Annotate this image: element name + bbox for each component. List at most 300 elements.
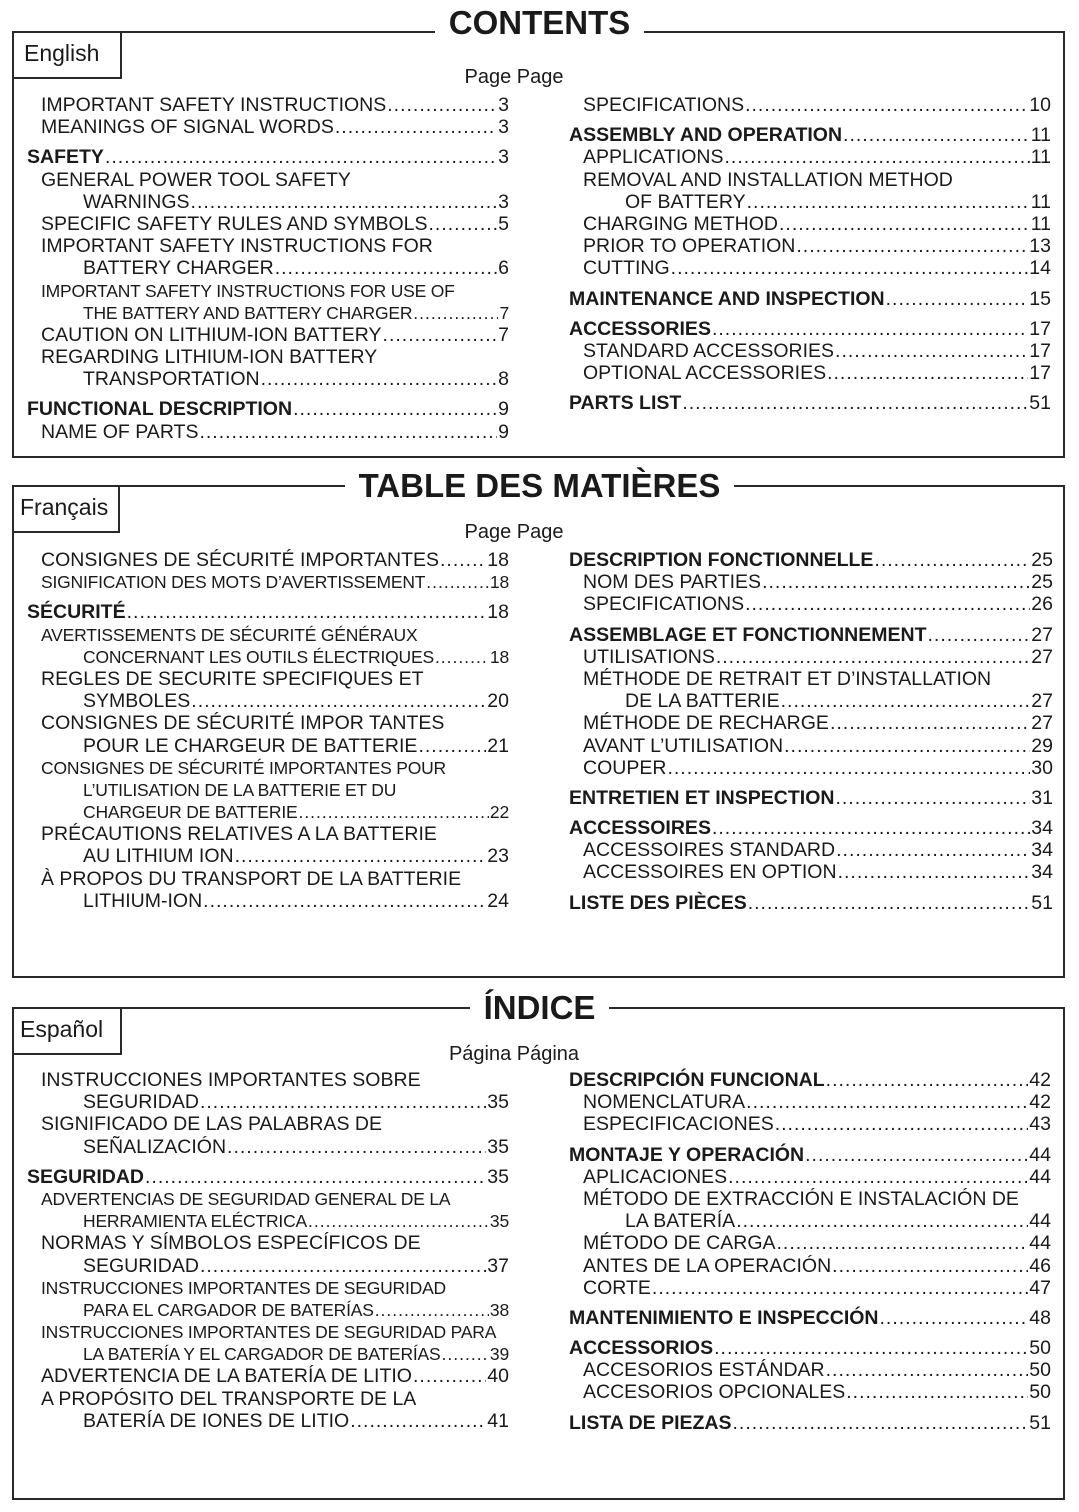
toc-entry-title: SEGURIDAD bbox=[27, 1165, 145, 1188]
toc-heading-entry bbox=[569, 1144, 1051, 1166]
toc-dot-leader bbox=[203, 890, 486, 912]
toc-page-number: 44 bbox=[1029, 1165, 1051, 1188]
toc-dot-leader bbox=[796, 235, 1028, 257]
toc-entry bbox=[27, 1069, 509, 1091]
toc-dot-leader bbox=[745, 593, 1030, 615]
toc-entry-title: APLICACIONES bbox=[583, 1165, 728, 1188]
toc-page-number: 7 bbox=[498, 323, 509, 346]
toc-dot-leader bbox=[728, 1166, 1028, 1188]
toc-page-number: 34 bbox=[1031, 861, 1053, 884]
toc-entry-title: SEÑALIZACIÓN bbox=[83, 1135, 227, 1158]
toc-entry-title: MÉTHODE DE RECHARGE bbox=[583, 712, 829, 735]
toc-entry-title: MANTENIMIENTO E INSPECCIÓN bbox=[569, 1306, 879, 1329]
toc-entry bbox=[27, 302, 509, 324]
toc-entry bbox=[27, 1136, 509, 1158]
toc-entry bbox=[27, 1188, 509, 1210]
toc-entry bbox=[27, 1277, 509, 1299]
toc-right-column-francais bbox=[569, 549, 1053, 914]
toc-dot-leader bbox=[746, 1091, 1028, 1113]
toc-entry-title: SPECIFICATIONS bbox=[583, 94, 745, 116]
toc-entry-title: PRÉCAUTIONS RELATIVES A LA BATTERIE bbox=[41, 823, 437, 846]
toc-entry-title: MEANINGS OF SIGNAL WORDS bbox=[41, 116, 334, 139]
toc-entry-title: SPECIFIC SAFETY RULES AND SYMBOLS bbox=[41, 212, 428, 235]
toc-page-number: 24 bbox=[487, 889, 509, 912]
toc-heading-entry bbox=[569, 624, 1053, 646]
toc-entry bbox=[569, 1381, 1051, 1403]
toc-dot-leader bbox=[335, 116, 497, 138]
toc-page-number: 3 bbox=[498, 146, 509, 169]
toc-entry-title: REGLES DE SECURITE SPECIFIQUES ET bbox=[41, 667, 424, 690]
toc-entry-title: NOMENCLATURA bbox=[583, 1091, 746, 1114]
toc-dot-leader bbox=[784, 735, 1030, 757]
toc-entry-title: ADVERTENCIAS DE SEGURIDAD GENERAL DE LA bbox=[41, 1188, 451, 1209]
toc-entry bbox=[27, 757, 509, 779]
toc-entry bbox=[569, 340, 1051, 362]
toc-page-number: 29 bbox=[1031, 734, 1053, 757]
toc-entry-title: SEGURIDAD bbox=[83, 1254, 199, 1277]
toc-dot-leader bbox=[105, 146, 497, 168]
toc-dot-leader bbox=[712, 318, 1028, 340]
toc-page-number: 35 bbox=[487, 1165, 509, 1188]
toc-entry-title: LITHIUM-ION bbox=[83, 889, 203, 912]
toc-page-number: 18 bbox=[487, 549, 509, 571]
toc-entry-title: NORMAS Y SÍMBOLOS ESPECÍFICOS DE bbox=[41, 1232, 421, 1255]
toc-entry-title: IMPORTANT SAFETY INSTRUCTIONS FOR USE OF bbox=[41, 280, 455, 301]
toc-entry bbox=[569, 94, 1051, 116]
toc-entry-title: PRIOR TO OPERATION bbox=[583, 235, 796, 258]
toc-dot-leader bbox=[145, 1166, 486, 1188]
toc-entry bbox=[27, 1410, 509, 1432]
toc-heading-entry bbox=[569, 549, 1053, 571]
toc-entry-title: PARA EL CARGADOR DE BATERÍAS bbox=[83, 1299, 374, 1320]
toc-page-number: 46 bbox=[1029, 1254, 1051, 1277]
toc-entry bbox=[27, 779, 509, 801]
toc-page-number: 27 bbox=[1031, 623, 1053, 646]
toc-page-number: 3 bbox=[498, 94, 509, 116]
toc-entry bbox=[27, 735, 509, 757]
toc-entry bbox=[569, 1113, 1051, 1135]
language-label-espanol: Español bbox=[12, 1007, 122, 1055]
toc-page-number: 17 bbox=[1029, 339, 1051, 362]
toc-heading-entry bbox=[569, 124, 1051, 146]
toc-heading-entry bbox=[569, 1412, 1051, 1434]
toc-entry bbox=[27, 191, 509, 213]
toc-page-number: 10 bbox=[1029, 94, 1051, 116]
toc-dot-leader bbox=[779, 213, 1030, 235]
toc-page-number: 34 bbox=[1031, 839, 1053, 862]
toc-entry-title: ESPECIFICACIONES bbox=[583, 1113, 774, 1136]
toc-entry-title: FUNCTIONAL DESCRIPTION bbox=[27, 398, 293, 421]
toc-dot-leader bbox=[714, 1337, 1028, 1359]
toc-entry-title: SÉCURITÉ bbox=[27, 601, 126, 624]
toc-page-number: 44 bbox=[1029, 1143, 1051, 1166]
toc-entry bbox=[27, 690, 509, 712]
toc-heading-entry bbox=[569, 892, 1053, 914]
toc-dot-leader bbox=[826, 1359, 1029, 1381]
toc-page-number: 3 bbox=[498, 116, 509, 139]
toc-entry-title: CAUTION ON LITHIUM-ION BATTERY bbox=[41, 323, 382, 346]
toc-entry bbox=[569, 1210, 1051, 1232]
toc-entry bbox=[569, 757, 1053, 779]
toc-entry-title: AU LITHIUM ION bbox=[83, 845, 234, 868]
toc-page-number: 17 bbox=[1029, 362, 1051, 385]
toc-entry bbox=[27, 823, 509, 845]
toc-entry bbox=[27, 1321, 509, 1343]
toc-page-number: 31 bbox=[1031, 786, 1053, 809]
toc-dot-leader bbox=[843, 124, 1030, 146]
toc-entry-title: CORTE bbox=[583, 1276, 651, 1299]
toc-page-number: 20 bbox=[487, 690, 509, 713]
toc-entry bbox=[569, 690, 1053, 712]
toc-entry bbox=[27, 1299, 509, 1321]
toc-entry-title: ANTES DE LA OPERACIÓN bbox=[583, 1254, 832, 1277]
toc-dot-leader bbox=[805, 1144, 1028, 1166]
toc-entry-title: INSTRUCCIONES IMPORTANTES SOBRE bbox=[41, 1069, 421, 1091]
toc-entry bbox=[569, 1359, 1051, 1381]
toc-entry-title: ASSEMBLY AND OPERATION bbox=[569, 124, 843, 147]
toc-entry-title: REMOVAL AND INSTALLATION METHOD bbox=[583, 168, 953, 191]
toc-dot-leader bbox=[736, 1210, 1028, 1232]
toc-dot-leader bbox=[725, 146, 1030, 168]
toc-entry bbox=[27, 257, 509, 279]
toc-entry-title: OF BATTERY bbox=[625, 190, 746, 213]
toc-page-number: 11 bbox=[1030, 212, 1051, 235]
toc-entry bbox=[27, 571, 509, 593]
toc-entry-title: BATERÍA DE IONES DE LITIO bbox=[83, 1409, 350, 1432]
toc-right-column-english bbox=[569, 94, 1051, 414]
toc-dot-leader bbox=[667, 757, 1030, 779]
toc-entry bbox=[27, 712, 509, 734]
toc-dot-leader bbox=[275, 257, 497, 279]
toc-entry-title: GENERAL POWER TOOL SAFETY bbox=[41, 168, 351, 191]
toc-entry bbox=[569, 1277, 1051, 1299]
toc-dot-leader bbox=[846, 1381, 1028, 1403]
toc-entry-title: ACCESSOIRES STANDARD bbox=[583, 839, 836, 862]
toc-entry-title: ASSEMBLAGE ET FONCTIONNEMENT bbox=[569, 623, 927, 646]
toc-entry bbox=[569, 362, 1051, 384]
toc-left-column-english bbox=[27, 94, 509, 443]
toc-heading-entry bbox=[569, 787, 1053, 809]
toc-entry-title: OPTIONAL ACCESSORIES bbox=[583, 362, 827, 385]
toc-entry-title: LISTA DE PIEZAS bbox=[569, 1411, 732, 1434]
toc-dot-leader bbox=[442, 1343, 489, 1365]
toc-entry-title: AVERTISSEMENTS DE SÉCURITÉ GÉNÉRAUX bbox=[41, 624, 418, 645]
toc-entry bbox=[569, 213, 1051, 235]
toc-entry-title: CUTTING bbox=[583, 257, 670, 280]
toc-entry-title: IMPORTANT SAFETY INSTRUCTIONS FOR bbox=[41, 235, 433, 258]
toc-entry bbox=[27, 624, 509, 646]
toc-dot-leader bbox=[781, 690, 1031, 712]
section-title-english: CONTENTS bbox=[0, 5, 1079, 41]
toc-page-number: 42 bbox=[1029, 1091, 1051, 1114]
toc-dot-leader bbox=[835, 340, 1028, 362]
toc-page-number: 30 bbox=[1031, 756, 1053, 779]
toc-page-number: 38 bbox=[489, 1299, 509, 1320]
toc-page-number: 11 bbox=[1030, 190, 1051, 213]
toc-page-number: 43 bbox=[1029, 1113, 1051, 1136]
toc-entry bbox=[569, 1232, 1051, 1254]
toc-entry-title: ACCESSORIES bbox=[569, 317, 711, 340]
toc-entry-title: SIGNIFICADO DE LAS PALABRAS DE bbox=[41, 1113, 382, 1136]
toc-entry-title: COUPER bbox=[583, 756, 667, 779]
toc-entry-title: LA BATERÍA bbox=[625, 1210, 736, 1233]
toc-entry-title: HERRAMIENTA ELÉCTRICA bbox=[83, 1211, 307, 1232]
toc-page-number: 50 bbox=[1029, 1381, 1051, 1404]
toc-entry-title: SAFETY bbox=[27, 146, 104, 169]
toc-entry bbox=[27, 1232, 509, 1254]
toc-page-number: 25 bbox=[1031, 549, 1053, 571]
language-label-english: English bbox=[12, 31, 122, 79]
toc-dot-leader bbox=[199, 421, 497, 443]
toc-dot-leader bbox=[435, 646, 489, 668]
toc-dot-leader bbox=[733, 1412, 1029, 1434]
toc-entry-title: POUR LE CHARGEUR DE BATTERIE bbox=[83, 734, 418, 757]
toc-entry-title: LISTE DES PIÈCES bbox=[569, 891, 747, 914]
toc-page-number: 50 bbox=[1029, 1337, 1051, 1360]
toc-entry bbox=[27, 801, 509, 823]
toc-entry-title: MÉTHODE DE RETRAIT ET D’INSTALLATION bbox=[583, 667, 992, 690]
toc-heading-entry bbox=[27, 398, 509, 420]
toc-dot-leader bbox=[413, 1365, 486, 1387]
toc-entry bbox=[27, 1365, 509, 1387]
toc-page-number: 15 bbox=[1029, 287, 1051, 310]
toc-page-number: 51 bbox=[1031, 891, 1053, 914]
toc-entry bbox=[569, 146, 1051, 168]
toc-entry bbox=[27, 845, 509, 867]
toc-page-number: 18 bbox=[489, 646, 509, 667]
toc-dot-leader bbox=[652, 1277, 1028, 1299]
language-label-francais: Français bbox=[12, 485, 120, 533]
toc-dot-leader bbox=[748, 892, 1031, 914]
toc-entry bbox=[27, 890, 509, 912]
toc-page-number: 51 bbox=[1029, 392, 1051, 415]
toc-entry bbox=[569, 735, 1053, 757]
toc-page-number: 44 bbox=[1029, 1210, 1051, 1233]
toc-entry bbox=[27, 169, 509, 191]
toc-heading-entry bbox=[569, 318, 1051, 340]
toc-left-column-espanol bbox=[27, 1069, 509, 1432]
toc-dot-leader bbox=[762, 571, 1030, 593]
toc-entry-title: SEGURIDAD bbox=[83, 1091, 199, 1114]
toc-entry bbox=[27, 213, 509, 235]
toc-entry-title: ACCESSOIRES EN OPTION bbox=[583, 861, 837, 884]
toc-entry bbox=[27, 1091, 509, 1113]
toc-entry-title: CONSIGNES DE SÉCURITÉ IMPOR TANTES bbox=[41, 712, 445, 735]
toc-page-number: 27 bbox=[1031, 645, 1053, 668]
toc-dot-leader bbox=[413, 302, 498, 324]
toc-dot-leader bbox=[928, 624, 1031, 646]
toc-entry-title: SIGNIFICATION DES MOTS D’AVERTISSEMENT bbox=[41, 572, 426, 593]
toc-page-number: 34 bbox=[1031, 817, 1053, 840]
toc-page-number: 9 bbox=[498, 398, 509, 421]
toc-entry-title: INSTRUCCIONES IMPORTANTES DE SEGURIDAD PARA bbox=[41, 1322, 497, 1343]
toc-entry bbox=[569, 861, 1053, 883]
toc-dot-leader bbox=[830, 712, 1030, 734]
toc-page-number: 50 bbox=[1029, 1359, 1051, 1382]
toc-dot-leader bbox=[832, 1255, 1028, 1277]
toc-dot-leader bbox=[383, 324, 498, 346]
toc-entry-title: CONSIGNES DE SÉCURITÉ IMPORTANTES POUR bbox=[41, 757, 447, 778]
toc-dot-leader bbox=[200, 1255, 486, 1277]
toc-entry-title: A PROPÓSITO DEL TRANSPORTE DE LA bbox=[41, 1387, 417, 1410]
toc-entry-title: CONSIGNES DE SÉCURITÉ IMPORTANTES bbox=[41, 549, 439, 571]
toc-dot-leader bbox=[886, 288, 1029, 310]
toc-entry bbox=[27, 94, 509, 116]
toc-entry-title: CONCERNANT LES OUTILS ÉLECTRIQUES bbox=[83, 646, 434, 667]
section-title-francais: TABLE DES MATIÈRES bbox=[0, 468, 1079, 504]
toc-dot-leader bbox=[880, 1307, 1029, 1329]
toc-entry-title: NOM DES PARTIES bbox=[583, 571, 762, 594]
toc-entry-title: ACCESSORIOS bbox=[569, 1337, 714, 1360]
toc-page-number: 47 bbox=[1029, 1276, 1051, 1299]
toc-entry bbox=[569, 593, 1053, 615]
toc-dot-leader bbox=[350, 1410, 486, 1432]
toc-page-number: 42 bbox=[1029, 1069, 1051, 1091]
toc-page-number: 21 bbox=[487, 734, 509, 757]
toc-heading-entry bbox=[569, 1307, 1051, 1329]
toc-entry-title: SPECIFICATIONS bbox=[583, 593, 745, 616]
toc-page-number: 37 bbox=[487, 1254, 509, 1277]
toc-entry-title: APPLICATIONS bbox=[583, 146, 724, 169]
toc-dot-leader bbox=[777, 1232, 1029, 1254]
toc-entry-title: BATTERY CHARGER bbox=[83, 257, 274, 280]
toc-dot-leader bbox=[712, 817, 1030, 839]
toc-entry-title: INSTRUCCIONES IMPORTANTES DE SEGURIDAD bbox=[41, 1277, 446, 1298]
toc-dot-leader bbox=[838, 861, 1031, 883]
toc-heading-entry bbox=[569, 1337, 1051, 1359]
toc-entry-title: ACCESSOIRES bbox=[569, 817, 711, 840]
toc-dot-leader bbox=[235, 845, 487, 867]
toc-page-number: 27 bbox=[1031, 690, 1053, 713]
toc-dot-leader bbox=[429, 213, 498, 235]
toc-entry-title: PARTS LIST bbox=[569, 392, 682, 415]
toc-page-number: 11 bbox=[1030, 124, 1051, 147]
toc-entry bbox=[27, 1255, 509, 1277]
page-column-header-english: Page Page bbox=[464, 66, 564, 88]
toc-page-number: 41 bbox=[487, 1409, 509, 1432]
toc-entry-title: WARNINGS bbox=[83, 190, 190, 213]
toc-dot-leader bbox=[747, 191, 1030, 213]
toc-entry-title: UTILISATIONS bbox=[583, 645, 715, 668]
toc-dot-leader bbox=[227, 1136, 486, 1158]
toc-entry bbox=[27, 280, 509, 302]
toc-dot-leader bbox=[200, 1091, 486, 1113]
toc-page-number: 3 bbox=[498, 190, 509, 213]
toc-page-number: 17 bbox=[1029, 317, 1051, 340]
toc-entry-title: SYMBOLES bbox=[83, 690, 191, 713]
toc-dot-leader bbox=[682, 392, 1028, 414]
toc-entry-title: L’UTILISATION DE LA BATTERIE ET DU bbox=[83, 779, 397, 800]
toc-page-number: 9 bbox=[498, 420, 509, 443]
toc-entry bbox=[27, 1113, 509, 1135]
toc-page-number: 11 bbox=[1030, 146, 1051, 169]
toc-entry-title: TRANSPORTATION bbox=[83, 368, 260, 391]
toc-entry bbox=[27, 421, 509, 443]
toc-entry-title: DESCRIPCIÓN FUNCIONAL bbox=[569, 1069, 825, 1091]
toc-entry bbox=[27, 346, 509, 368]
toc-page-number: 26 bbox=[1031, 593, 1053, 616]
toc-entry-title: THE BATTERY AND BATTERY CHARGER bbox=[83, 302, 413, 323]
toc-entry-title: LA BATERÍA Y EL CARGADOR DE BATERÍAS bbox=[83, 1344, 441, 1365]
toc-entry bbox=[27, 668, 509, 690]
toc-entry-title: DE LA BATTERIE bbox=[625, 690, 780, 713]
toc-page-number: 18 bbox=[489, 572, 509, 593]
toc-dot-leader bbox=[191, 690, 486, 712]
toc-dot-leader bbox=[836, 839, 1030, 861]
toc-dot-leader bbox=[308, 1210, 489, 1232]
toc-heading-entry bbox=[569, 288, 1051, 310]
toc-dot-leader bbox=[716, 646, 1030, 668]
toc-entry-title: AVANT L’UTILISATION bbox=[583, 734, 784, 757]
toc-entry-title: MONTAJE Y OPERACIÓN bbox=[569, 1143, 805, 1166]
toc-entry-title: MÉTODO DE EXTRACCIÓN E INSTALACIÓN DE bbox=[583, 1187, 1019, 1210]
toc-entry bbox=[569, 1091, 1051, 1113]
toc-dot-leader bbox=[745, 94, 1028, 116]
toc-dot-leader bbox=[671, 257, 1029, 279]
toc-entry-title: À PROPOS DU TRANSPORT DE LA BATTERIE bbox=[41, 867, 462, 890]
toc-entry bbox=[569, 712, 1053, 734]
toc-entry bbox=[569, 1166, 1051, 1188]
toc-dot-leader bbox=[426, 571, 489, 593]
toc-entry bbox=[569, 571, 1053, 593]
toc-entry-title: ACCESORIOS ESTÁNDAR bbox=[583, 1359, 825, 1382]
toc-entry bbox=[27, 116, 509, 138]
toc-dot-leader bbox=[298, 801, 488, 823]
toc-dot-leader bbox=[191, 191, 498, 213]
toc-page-number: 13 bbox=[1029, 235, 1051, 258]
page-column-header-francais: Page Page bbox=[464, 521, 564, 543]
toc-entry bbox=[27, 235, 509, 257]
toc-entry bbox=[569, 668, 1053, 690]
toc-dot-leader bbox=[874, 549, 1030, 571]
toc-entry bbox=[27, 549, 509, 571]
toc-page-number: 23 bbox=[487, 845, 509, 868]
toc-page-number: 44 bbox=[1029, 1232, 1051, 1255]
toc-entry bbox=[27, 1210, 509, 1232]
toc-heading-entry bbox=[27, 601, 509, 623]
toc-entry-title: ACCESORIOS OPCIONALES bbox=[583, 1381, 846, 1404]
toc-dot-leader bbox=[440, 549, 486, 571]
toc-heading-entry bbox=[27, 1166, 509, 1188]
toc-heading-entry bbox=[27, 146, 509, 168]
toc-entry-title: ADVERTENCIA DE LA BATERÍA DE LITIO bbox=[41, 1365, 412, 1388]
toc-entry bbox=[569, 646, 1053, 668]
toc-page-number: 22 bbox=[489, 802, 509, 823]
toc-dot-leader bbox=[375, 1299, 489, 1321]
toc-entry bbox=[569, 257, 1051, 279]
toc-heading-entry bbox=[569, 817, 1053, 839]
toc-entry bbox=[569, 191, 1051, 213]
toc-entry-title: STANDARD ACCESSORIES bbox=[583, 339, 835, 362]
toc-page-number: 8 bbox=[498, 368, 509, 391]
toc-entry bbox=[569, 235, 1051, 257]
toc-entry-title: DESCRIPTION FONCTIONNELLE bbox=[569, 549, 874, 571]
toc-entry bbox=[569, 169, 1051, 191]
toc-page-number: 39 bbox=[489, 1344, 509, 1365]
toc-entry-title: CHARGEUR DE BATTERIE bbox=[83, 802, 298, 823]
toc-entry bbox=[569, 1255, 1051, 1277]
toc-page-number: 7 bbox=[499, 302, 509, 323]
toc-entry-title: MÉTODO DE CARGA bbox=[583, 1232, 776, 1255]
toc-page-number: 51 bbox=[1029, 1411, 1051, 1434]
toc-page-number: 6 bbox=[498, 257, 509, 280]
toc-page-number: 40 bbox=[487, 1365, 509, 1388]
toc-page-number: 35 bbox=[489, 1211, 509, 1232]
toc-entry-title: IMPORTANT SAFETY INSTRUCTIONS bbox=[41, 94, 387, 116]
toc-heading-entry bbox=[569, 392, 1051, 414]
toc-dot-leader bbox=[835, 787, 1030, 809]
toc-page-number: 27 bbox=[1031, 712, 1053, 735]
